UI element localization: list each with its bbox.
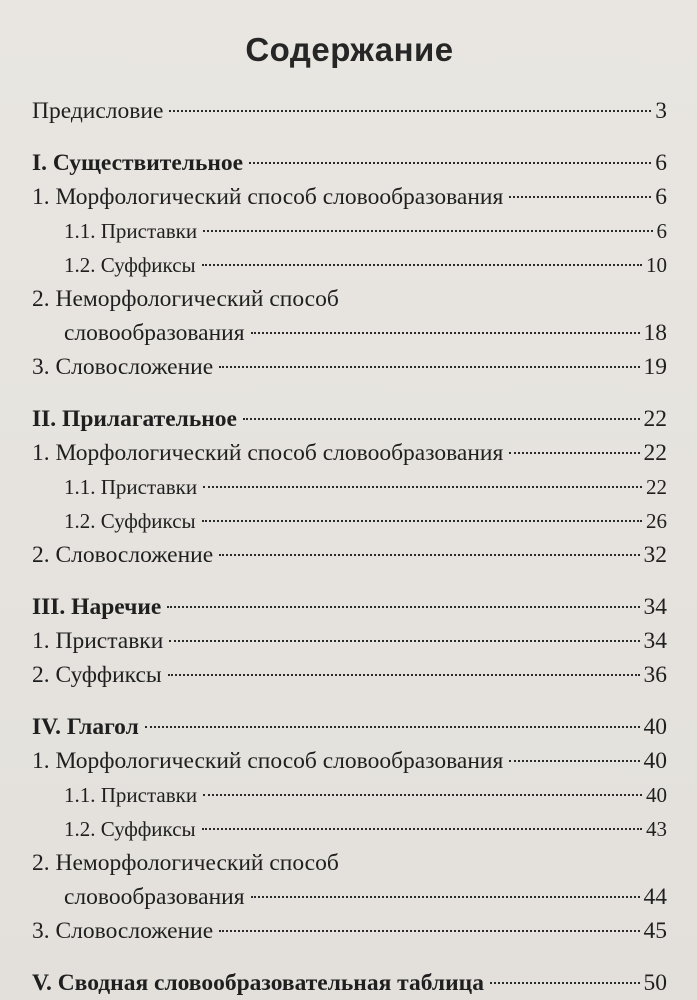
toc-entry-2-1-2 xyxy=(32,504,667,538)
dot-leader xyxy=(219,930,639,932)
dot-leader xyxy=(167,606,639,608)
toc-entry-1-1 xyxy=(32,180,667,214)
toc-page-number: 19 xyxy=(643,354,667,380)
toc-entry-1-1-1 xyxy=(32,214,667,248)
toc-entry-section-5 xyxy=(32,966,667,1000)
section-gap xyxy=(32,384,667,402)
dot-leader xyxy=(251,332,640,334)
toc-label: 1.2. Суффиксы xyxy=(64,817,196,841)
dot-leader xyxy=(168,674,640,676)
toc-entry-preface xyxy=(32,94,667,128)
dot-leader xyxy=(219,366,639,368)
page-title: Содержание xyxy=(245,31,454,68)
toc-page-number: 36 xyxy=(643,662,667,688)
toc-page-number: 6 xyxy=(655,184,667,210)
section-gap xyxy=(32,948,667,966)
toc-label: IV. Глагол xyxy=(32,714,139,740)
dot-leader xyxy=(169,640,639,642)
toc-page-number: 34 xyxy=(643,594,667,620)
dot-leader xyxy=(490,982,640,984)
toc-entry-1-1-2 xyxy=(32,248,667,282)
toc-entry-1-2 xyxy=(32,316,667,350)
toc-entry-2-2 xyxy=(32,538,667,572)
toc-label: 1. Морфологический способ словообразования xyxy=(32,440,504,466)
toc-entry-section-1 xyxy=(32,146,667,180)
toc-page-number: 22 xyxy=(643,440,667,466)
dot-leader xyxy=(509,196,651,198)
toc-label: 1. Морфологический способ словообразования xyxy=(32,184,504,210)
dot-leader xyxy=(202,264,642,266)
toc-page-number: 40 xyxy=(643,748,667,774)
toc-label: словообразования xyxy=(64,884,245,910)
toc-page-number: 44 xyxy=(643,884,667,910)
dot-leader xyxy=(202,520,642,522)
toc-page-number: 40 xyxy=(643,714,667,740)
toc-entry-4-3 xyxy=(32,914,667,948)
toc-entry-1-2-first-line: 2. Неморфологический способ xyxy=(32,286,339,312)
toc-entry-2-1-1 xyxy=(32,470,667,504)
dot-leader xyxy=(203,486,642,488)
toc-entry-4-1 xyxy=(32,744,667,778)
toc-label: 1.1. Приставки xyxy=(64,219,198,243)
toc-entry-3-1 xyxy=(32,624,667,658)
dot-leader xyxy=(203,230,652,232)
toc-page-number: 10 xyxy=(646,253,667,277)
toc-entry-2-1 xyxy=(32,436,667,470)
dot-leader xyxy=(145,726,640,728)
toc-label: 3. Словосложение xyxy=(32,918,214,944)
toc-page-number: 6 xyxy=(655,150,667,176)
toc-label: 2. Словосложение xyxy=(32,542,214,568)
dot-leader xyxy=(509,452,639,454)
dot-leader xyxy=(169,110,651,112)
toc-label: 1.2. Суффиксы xyxy=(64,253,196,277)
toc-label: I. Существительное xyxy=(32,150,244,176)
dot-leader xyxy=(243,418,640,420)
dot-leader xyxy=(202,828,642,830)
toc-page-number: 18 xyxy=(643,320,667,346)
toc-page-number: 26 xyxy=(646,509,667,533)
toc-page-number: 45 xyxy=(643,918,667,944)
toc-page-number: 32 xyxy=(643,542,667,568)
toc-label: 1.1. Приставки xyxy=(64,783,198,807)
toc-page-number: 22 xyxy=(646,475,667,499)
toc-entry-4-2-first-line: 2. Неморфологический способ xyxy=(32,850,339,876)
dot-leader xyxy=(251,896,640,898)
toc-entry-section-3 xyxy=(32,590,667,624)
toc-label: 1. Приставки xyxy=(32,628,164,654)
toc-label: 3. Словосложение xyxy=(32,354,214,380)
dot-leader xyxy=(249,162,651,164)
table-of-contents xyxy=(32,94,667,1000)
toc-page-number: 22 xyxy=(643,406,667,432)
toc-page-number: 50 xyxy=(643,970,667,996)
toc-entry-4-2 xyxy=(32,880,667,914)
toc-label: 2. Суффиксы xyxy=(32,662,162,688)
dot-leader xyxy=(203,794,642,796)
toc-page-number: 40 xyxy=(646,783,667,807)
toc-page-number: 3 xyxy=(655,98,667,124)
section-gap xyxy=(32,692,667,710)
toc-entry-section-4 xyxy=(32,710,667,744)
section-gap xyxy=(32,128,667,146)
toc-label: 1.2. Суффиксы xyxy=(64,509,196,533)
toc-page-number: 34 xyxy=(643,628,667,654)
toc-label: III. Наречие xyxy=(32,594,162,620)
dot-leader xyxy=(509,760,639,762)
toc-entry-section-2 xyxy=(32,402,667,436)
toc-label: 1.1. Приставки xyxy=(64,475,198,499)
toc-entry-4-1-1 xyxy=(32,778,667,812)
toc-page-number: 6 xyxy=(656,219,667,243)
toc-entry-3-2 xyxy=(32,658,667,692)
toc-entry-1-3 xyxy=(32,350,667,384)
toc-page-number: 43 xyxy=(646,817,667,841)
toc-label: 1. Морфологический способ словообразования xyxy=(32,748,504,774)
toc-entry-4-1-2 xyxy=(32,812,667,846)
toc-label: словообразования xyxy=(64,320,245,346)
toc-label: Предисловие xyxy=(32,98,164,124)
toc-label: V. Сводная словообразовательная таблица xyxy=(32,970,484,996)
dot-leader xyxy=(219,554,639,556)
toc-label: II. Прилагательное xyxy=(32,406,237,432)
section-gap xyxy=(32,572,667,590)
